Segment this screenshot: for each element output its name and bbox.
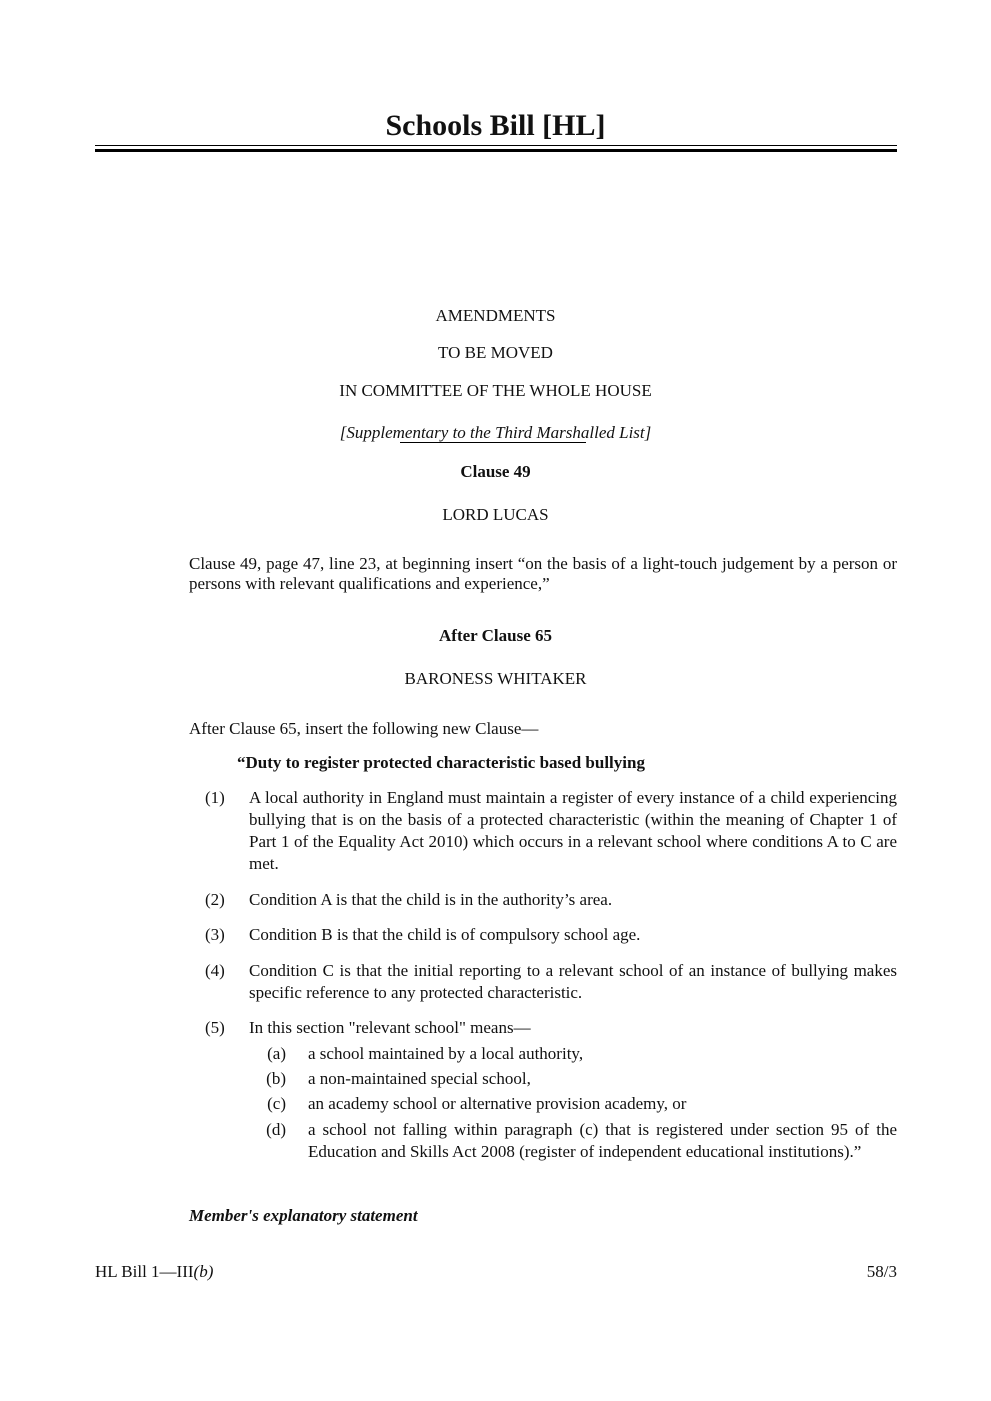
explanatory-statement-heading: Member's explanatory statement — [189, 1206, 418, 1225]
subsection-number: (5) — [205, 1018, 225, 1037]
bill-ref-suffix: (b) — [193, 1262, 214, 1281]
subsection-number: (2) — [205, 890, 225, 909]
footer-bill-reference — [95, 1261, 213, 1283]
subsection-text: Condition C is that the initial reporting to a relevant school of an instance of bullying makes specific reference to any protected characteristic. — [249, 961, 897, 1002]
amendment-intro: After Clause 65, insert the following new Clause— — [189, 719, 539, 738]
paragraph-label: (b) — [266, 1069, 286, 1088]
new-clause-title: “Duty to register protected characteristic based bullying — [237, 753, 645, 772]
title-rule-thin — [95, 145, 897, 146]
subsection-text: In this section "relevant school" means— — [249, 1018, 531, 1037]
amendment-text-lucas: Clause 49, page 47, line 23, at beginning insert “on the basis of a light-touch judgement by a person or persons with relevant qualifications and experience,” — [189, 554, 897, 593]
heading-to-be-moved: TO BE MOVED — [438, 343, 553, 362]
heading-committee: IN COMMITTEE OF THE WHOLE HOUSE — [339, 381, 652, 400]
paragraph-label: (d) — [266, 1120, 286, 1139]
supplementary-note: [Supplementary to the Third Marshalled List] — [339, 423, 652, 442]
subsection-number: (3) — [205, 925, 225, 944]
member-name-whitaker: BARONESS WHITAKER — [404, 669, 587, 688]
title-rule-thick — [95, 149, 897, 152]
paragraph-text: a school not falling within paragraph (c) that is registered under section 95 of the Education and Skills Act 2008 (register of independent educational institutions).” — [308, 1120, 897, 1161]
paragraph-label: (a) — [267, 1044, 286, 1063]
supplementary-underline — [400, 442, 586, 443]
paragraph-text: an academy school or alternative provision academy, or — [308, 1094, 687, 1113]
paragraph-text: a school maintained by a local authority, — [308, 1044, 584, 1063]
bill-ref-prefix: HL Bill 1—III — [95, 1262, 194, 1281]
clause-heading-49: Clause 49 — [460, 462, 531, 481]
clause-heading-after-65: After Clause 65 — [439, 626, 552, 645]
paragraph-text: a non-maintained special school, — [308, 1069, 531, 1088]
subsection-text: A local authority in England must maintain a register of every instance of a child experiencing bullying that is on the basis of a protected characteristic (within the meaning of Chapter 1 of Part 1 of the Equality Act 2010) which occurs in a relevant school where conditions A to C are met. — [249, 788, 897, 873]
paragraph-label: (c) — [267, 1094, 286, 1113]
subsection-text: Condition B is that the child is of compulsory school age. — [249, 925, 641, 944]
document-title: Schools Bill [HL] — [385, 109, 606, 142]
subsection-number: (4) — [205, 961, 225, 980]
member-name-lucas: LORD LUCAS — [442, 505, 549, 524]
subsection-text: Condition A is that the child is in the authority’s area. — [249, 890, 613, 909]
subsection-number: (1) — [205, 788, 225, 807]
footer-page-reference: 58/3 — [866, 1262, 897, 1281]
heading-amendments: AMENDMENTS — [435, 306, 556, 325]
